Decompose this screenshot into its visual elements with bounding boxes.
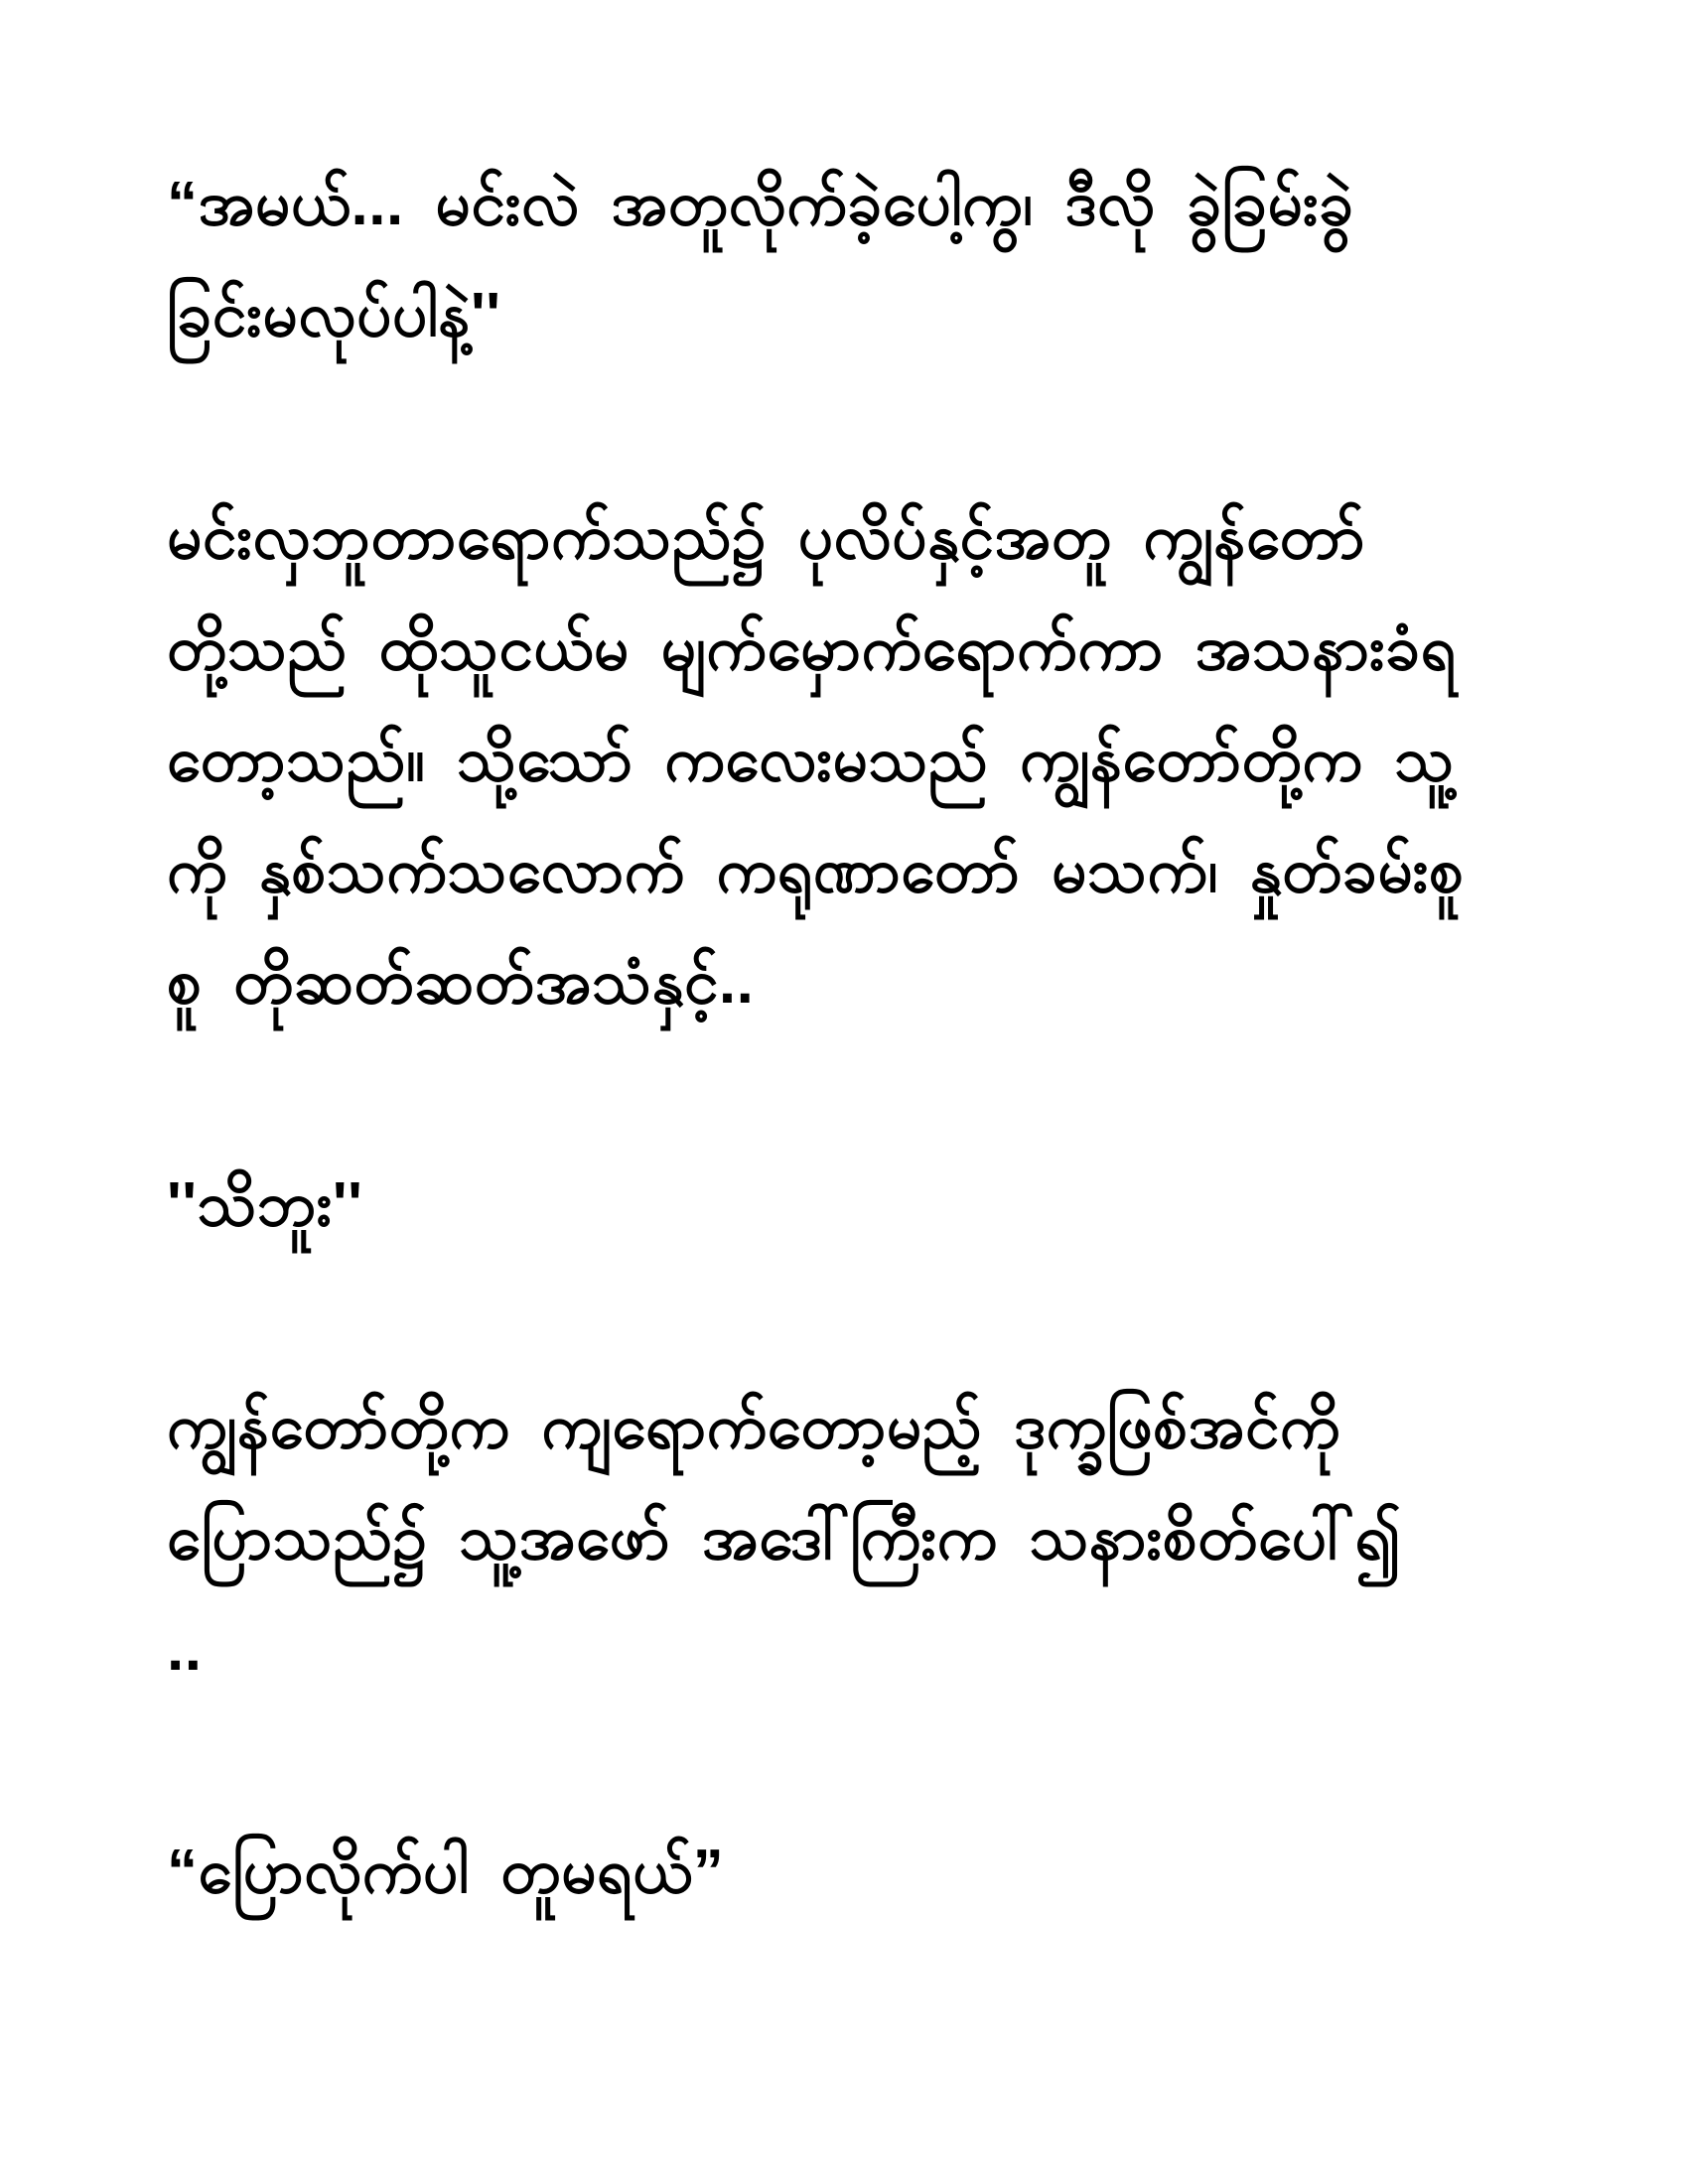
text-line: စူ တိုဆတ်ဆတ်အသံနှင့်.. (167, 948, 755, 1017)
paragraph-narrative-2 (167, 1372, 1524, 1706)
paragraph-dialogue-2 (167, 1150, 1524, 1261)
paragraph-narrative-1 (167, 482, 1524, 1038)
text-line: ကို နှစ်သက်သလောက် ကရုဏာတော် မသက်၊ နှုတ်ခမ်းစူ (167, 837, 1465, 905)
text-line: ပြောသည်၌ သူ့အဖော် အဒေါ်ကြီးက သနားစိတ်ပေါ်၍ (167, 1504, 1402, 1572)
text-line: မင်းလှဘူတာရောက်သည်၌ ပုလိပ်နှင့်အတူ ကျွန်တော် (167, 503, 1366, 572)
text-line: ''သိဘူး'' (167, 1170, 363, 1239)
paragraph-dialogue-1 (167, 149, 1524, 371)
text-line: ကျွန်တော်တို့က ကျရောက်တော့မည့် ဒုက္ခဖြစ်အင်ကို (167, 1393, 1341, 1461)
text-line: ခြင်းမလုပ်ပါနဲ့'' (167, 281, 501, 349)
paragraph-dialogue-3 (167, 1817, 1524, 1928)
text-line: “ပြောလိုက်ပါ တူမရယ်” (167, 1838, 725, 1906)
text-line: .. (167, 1615, 203, 1684)
text-line: တို့သည် ထိုသူငယ်မ မျက်မှောက်ရောက်ကာ အသနားခံရ (167, 614, 1457, 683)
text-line: တော့သည်။ သို့သော် ကလေးမသည် ကျွန်တော်တို့က သူ့ (167, 726, 1455, 794)
text-line: “အမယ်... မင်းလဲ အတူလိုက်ခဲ့ပေါ့ကွ၊ ဒီလို ခွဲခြမ်းခွဲ (167, 170, 1354, 238)
